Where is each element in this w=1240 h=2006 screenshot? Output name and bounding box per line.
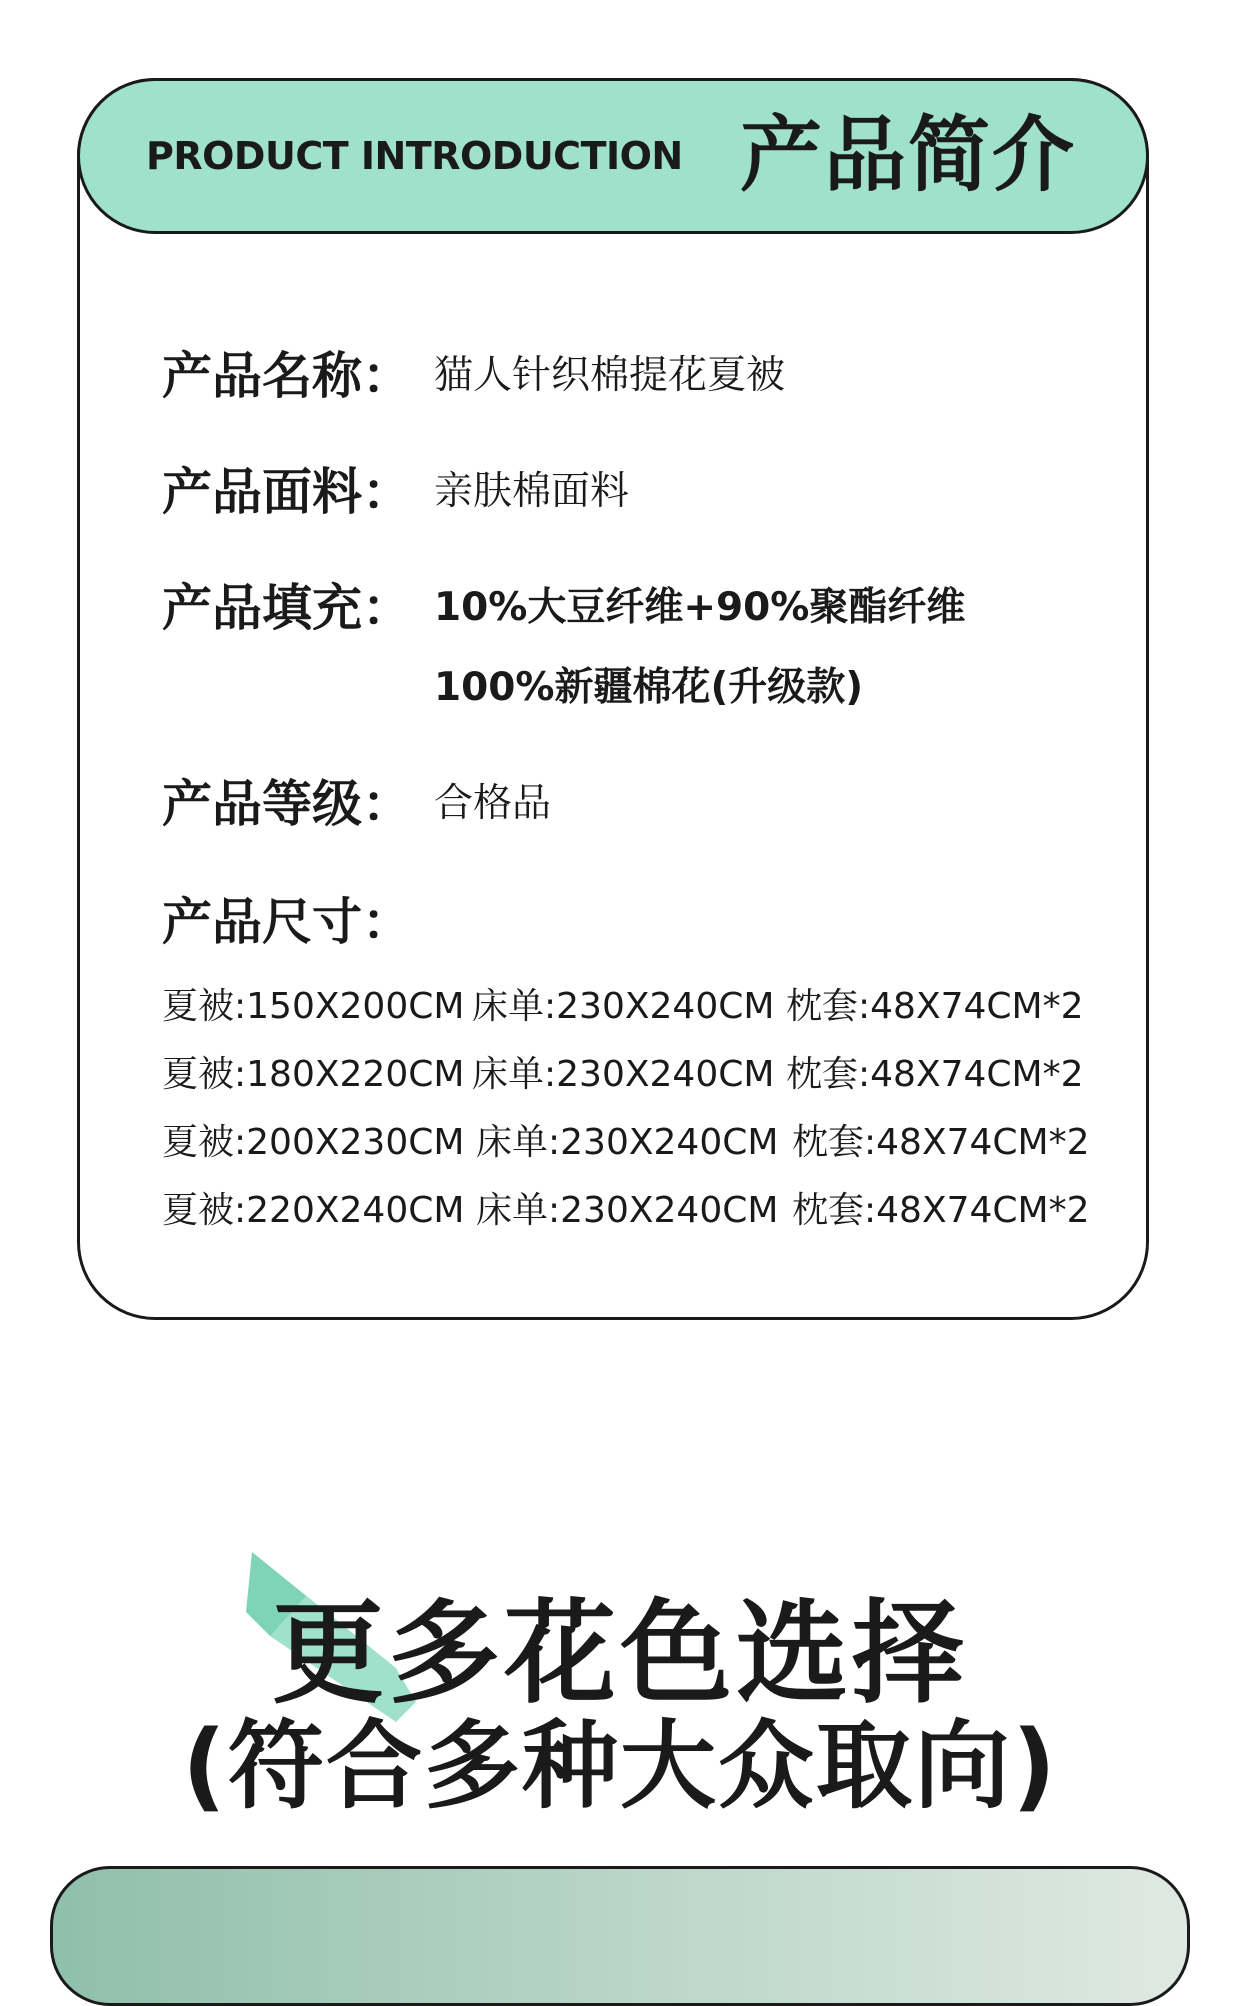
sheet-size: 床单:230X240CM xyxy=(476,1122,779,1163)
quilt-size: 夏被:200X230CM xyxy=(162,1122,465,1163)
pillow-size: 枕套:48X74CM*2 xyxy=(786,986,1084,1027)
sheet-size: 床单:230X240CM xyxy=(476,1190,779,1231)
pillow-size: 枕套:48X74CM*2 xyxy=(792,1190,1090,1231)
header-title-en: PRODUCT INTRODUCTION xyxy=(146,134,683,178)
sheet-size: 床单:230X240CM xyxy=(472,1054,775,1095)
spec-value: 亲肤棉面料 xyxy=(434,469,630,514)
quilt-size: 夏被:150X200CM xyxy=(162,986,465,1027)
spec-label: 产品名称： xyxy=(162,347,412,405)
quilt-size: 夏被:180X220CM xyxy=(162,1054,465,1095)
product-intro-header xyxy=(77,78,1149,234)
more-colors-subtitle: (符合多种大众取向) xyxy=(182,1710,1058,1822)
header-title-cn: 产品简介 xyxy=(739,108,1076,203)
spec-label: 产品面料： xyxy=(162,463,412,521)
pillow-size: 枕套:48X74CM*2 xyxy=(786,1054,1084,1095)
spec-value: 合格品 xyxy=(434,781,552,826)
spec-value: 猫人针织棉提花夏被 xyxy=(434,353,786,398)
spec-value-secondary: 100%新疆棉花(升级款) xyxy=(434,665,864,710)
pillow-size: 枕套:48X74CM*2 xyxy=(792,1122,1090,1163)
quilt-size: 夏被:220X240CM xyxy=(162,1190,465,1231)
spec-label: 产品填充： xyxy=(162,579,412,637)
spec-row-size xyxy=(162,882,412,954)
spec-row-fabric xyxy=(162,452,630,524)
next-section-card xyxy=(50,1866,1190,2006)
more-colors-title: 更多花色选择 xyxy=(272,1589,968,1719)
spec-row-filling xyxy=(162,568,966,710)
spec-row-name xyxy=(162,336,786,408)
spec-label: 产品等级： xyxy=(162,775,412,833)
sheet-size: 床单:230X240CM xyxy=(472,986,775,1027)
spec-value: 10%大豆纤维+90%聚酯纤维 xyxy=(434,585,966,630)
spec-label: 产品尺寸： xyxy=(162,893,412,951)
spec-row-grade xyxy=(162,764,552,836)
